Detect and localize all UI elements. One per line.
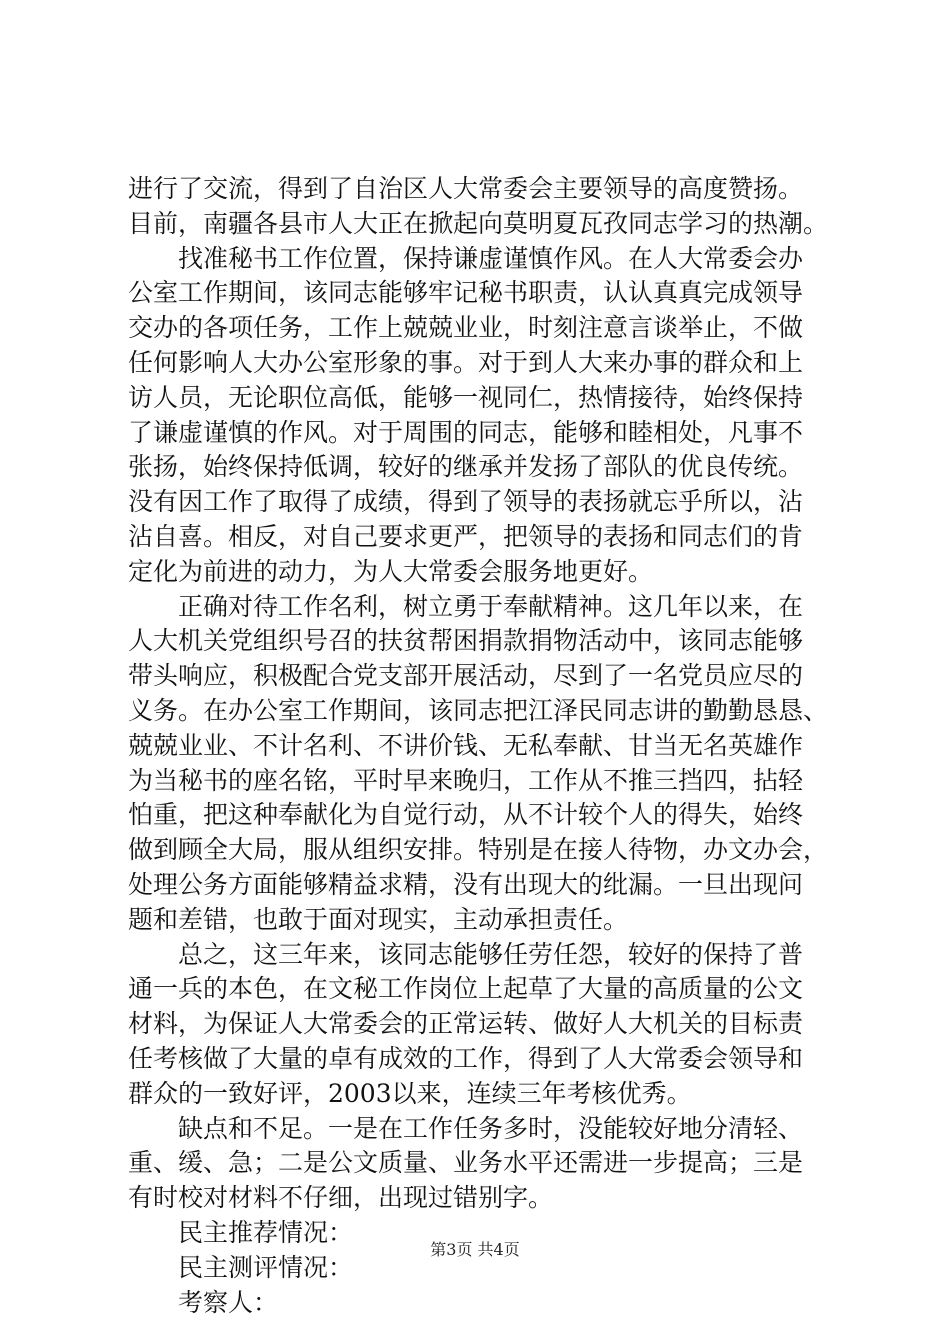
text-line: 张扬，始终保持低调，较好的继承并发扬了部队的优良传统。 bbox=[128, 452, 804, 482]
text-line: 沾自喜。相反，对自己要求更严，把领导的表扬和同志们的肯 bbox=[128, 521, 804, 551]
text-line: 做到顾全大局，服从组织安排。特别是在接人待物，办文办会， bbox=[128, 835, 829, 865]
paragraph-start-line: 总之，这三年来，该同志能够任劳任怨，较好的保持了普 bbox=[178, 939, 804, 969]
text-line: 公室工作期间，该同志能够牢记秘书职责，认认真真完成领导 bbox=[128, 278, 804, 308]
text-line: 交办的各项任务，工作上兢兢业业，时刻注意言谈举止，不做 bbox=[128, 313, 804, 343]
text-line: 任考核做了大量的卓有成效的工作，得到了人大常委会领导和 bbox=[128, 1043, 804, 1073]
text-line: 重、缓、急；二是公文质量、业务水平还需进一步提高；三是 bbox=[128, 1148, 804, 1178]
text-line: 题和差错，也敢于面对现实，主动承担责任。 bbox=[128, 904, 629, 934]
text-line: 了谦虚谨慎的作风。对于周围的同志，能够和睦相处，凡事不 bbox=[128, 417, 804, 447]
text-line: 目前，南疆各县市人大正在掀起向莫明夏瓦孜同志学习的热潮。 bbox=[128, 208, 829, 238]
text-line: 兢兢业业、不计名利、不讲价钱、无私奉献、甘当无名英雄作 bbox=[128, 730, 804, 760]
paragraph-start-line: 正确对待工作名利，树立勇于奉献精神。这几年以来，在 bbox=[178, 591, 804, 621]
text-line: 义务。在办公室工作期间，该同志把江泽民同志讲的勤勤恳恳、 bbox=[128, 695, 829, 725]
text-line: 定化为前进的动力，为人大常委会服务地更好。 bbox=[128, 556, 654, 586]
text-line: 访人员，无论职位高低，能够一视同仁，热情接待，始终保持 bbox=[128, 382, 804, 412]
text-line: 进行了交流，得到了自治区人大常委会主要领导的高度赞扬。 bbox=[128, 174, 804, 203]
text-line: 怕重，把这种奉献化为自觉行动，从不计较个人的得失，始终 bbox=[128, 800, 804, 830]
text-line: 没有因工作了取得了成绩，得到了领导的表扬就忘乎所以，沾 bbox=[128, 487, 804, 517]
text-line: 通一兵的本色，在文秘工作岗位上起草了大量的高质量的公文 bbox=[128, 974, 804, 1004]
text-line: 人大机关党组织号召的扶贫帮困捐款捐物活动中，该同志能够 bbox=[128, 626, 804, 656]
document-body bbox=[128, 172, 828, 1320]
field-label-inspector: 考察人： bbox=[178, 1287, 279, 1317]
field-label-evaluation: 民主测评情况： bbox=[178, 1252, 354, 1282]
field-label-recommendation: 民主推荐情况： bbox=[178, 1217, 354, 1247]
text-line: 处理公务方面能够精益求精，没有出现大的纰漏。一旦出现问 bbox=[128, 869, 804, 899]
page-footer: 第3页 共4页 bbox=[430, 1240, 520, 1259]
text-line: 带头响应，积极配合党支部开展活动，尽到了一名党员应尽的 bbox=[128, 661, 804, 691]
text-line: 有时校对材料不仔细，出现过错别字。 bbox=[128, 1183, 554, 1213]
paragraph-start-line: 找准秘书工作位置，保持谦虚谨慎作风。在人大常委会办 bbox=[178, 243, 804, 273]
text-line: 为当秘书的座名铭，平时早来晚归，工作从不推三挡四，拈轻 bbox=[128, 765, 804, 795]
text-line: 材料，为保证人大常委会的正常运转、做好人大机关的目标责 bbox=[128, 1009, 804, 1039]
paragraph-start-line: 缺点和不足。一是在工作任务多时，没能较好地分清轻、 bbox=[178, 1113, 804, 1143]
text-line: 任何影响人大办公室形象的事。对于到人大来办事的群众和上 bbox=[128, 347, 804, 377]
text-line: 群众的一致好评，2003以来，连续三年考核优秀。 bbox=[128, 1078, 692, 1108]
